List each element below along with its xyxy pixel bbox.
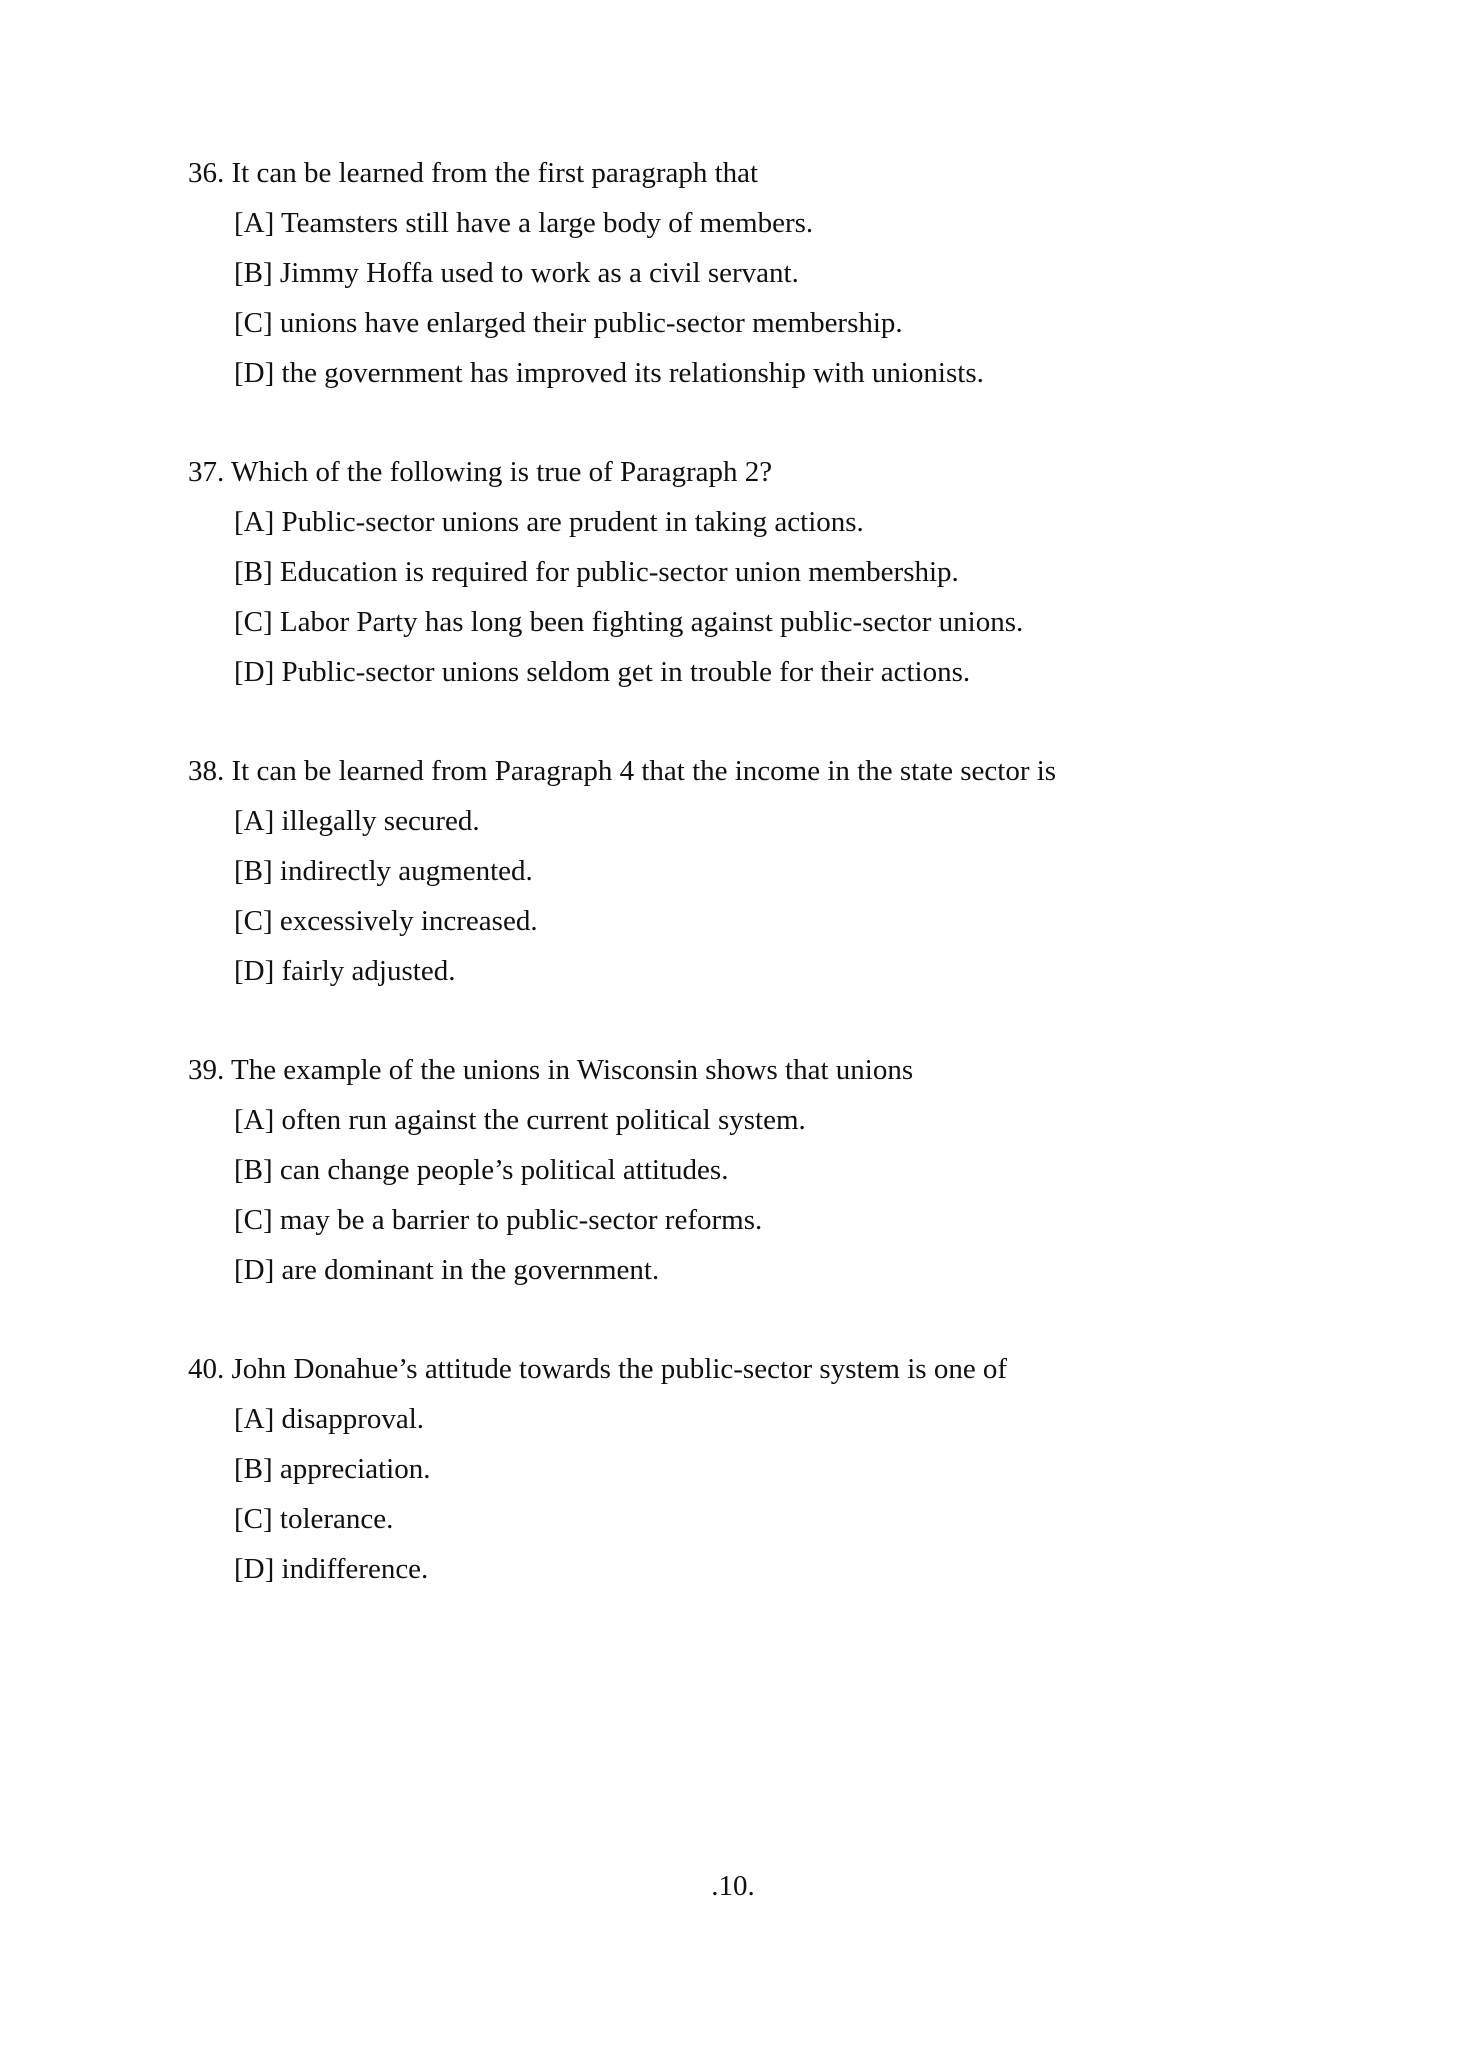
option-c: [C] excessively increased. <box>234 905 538 937</box>
option-c: [C] may be a barrier to public-sector reforms. <box>234 1204 763 1236</box>
option-b: [B] indirectly augmented. <box>234 855 533 887</box>
option-d: [D] fairly adjusted. <box>234 955 456 987</box>
question-37 <box>188 447 1338 697</box>
option-c: [C] tolerance. <box>234 1503 394 1535</box>
option-d: [D] Public-sector unions seldom get in trouble for their actions. <box>234 656 971 688</box>
option-a: [A] illegally secured. <box>234 805 480 837</box>
question-stem: 39. The example of the unions in Wisconsin shows that unions <box>188 1054 914 1086</box>
option-list <box>188 796 1338 996</box>
question-40 <box>188 1344 1338 1594</box>
option-a: [A] often run against the current political system. <box>234 1104 806 1136</box>
option-c: [C] Labor Party has long been fighting against public-sector unions. <box>234 606 1024 638</box>
option-list <box>188 198 1338 398</box>
question-36 <box>188 148 1338 398</box>
option-a: [A] disapproval. <box>234 1403 425 1435</box>
page-number: .10. <box>711 1870 755 1902</box>
option-list <box>188 1095 1338 1295</box>
option-d: [D] the government has improved its relationship with unionists. <box>234 357 984 389</box>
question-stem: 36. It can be learned from the first paragraph that <box>188 157 759 189</box>
option-b: [B] can change people’s political attitudes. <box>234 1154 729 1186</box>
question-stem: 40. John Donahue’s attitude towards the public-sector system is one of <box>188 1353 1008 1385</box>
option-a: [A] Public-sector unions are prudent in taking actions. <box>234 506 864 538</box>
option-d: [D] are dominant in the government. <box>234 1254 660 1286</box>
option-list <box>188 497 1338 697</box>
option-c: [C] unions have enlarged their public-sector membership. <box>234 307 903 339</box>
option-b: [B] appreciation. <box>234 1453 431 1485</box>
option-d: [D] indifference. <box>234 1553 429 1585</box>
option-list <box>188 1394 1338 1594</box>
question-stem: 38. It can be learned from Paragraph 4 that the income in the state sector is <box>188 755 1057 787</box>
question-stem: 37. Which of the following is true of Paragraph 2? <box>188 456 773 488</box>
question-39 <box>188 1045 1338 1295</box>
option-b: [B] Jimmy Hoffa used to work as a civil servant. <box>234 257 799 289</box>
question-38 <box>188 746 1338 996</box>
option-a: [A] Teamsters still have a large body of members. <box>234 207 814 239</box>
option-b: [B] Education is required for public-sector union membership. <box>234 556 959 588</box>
